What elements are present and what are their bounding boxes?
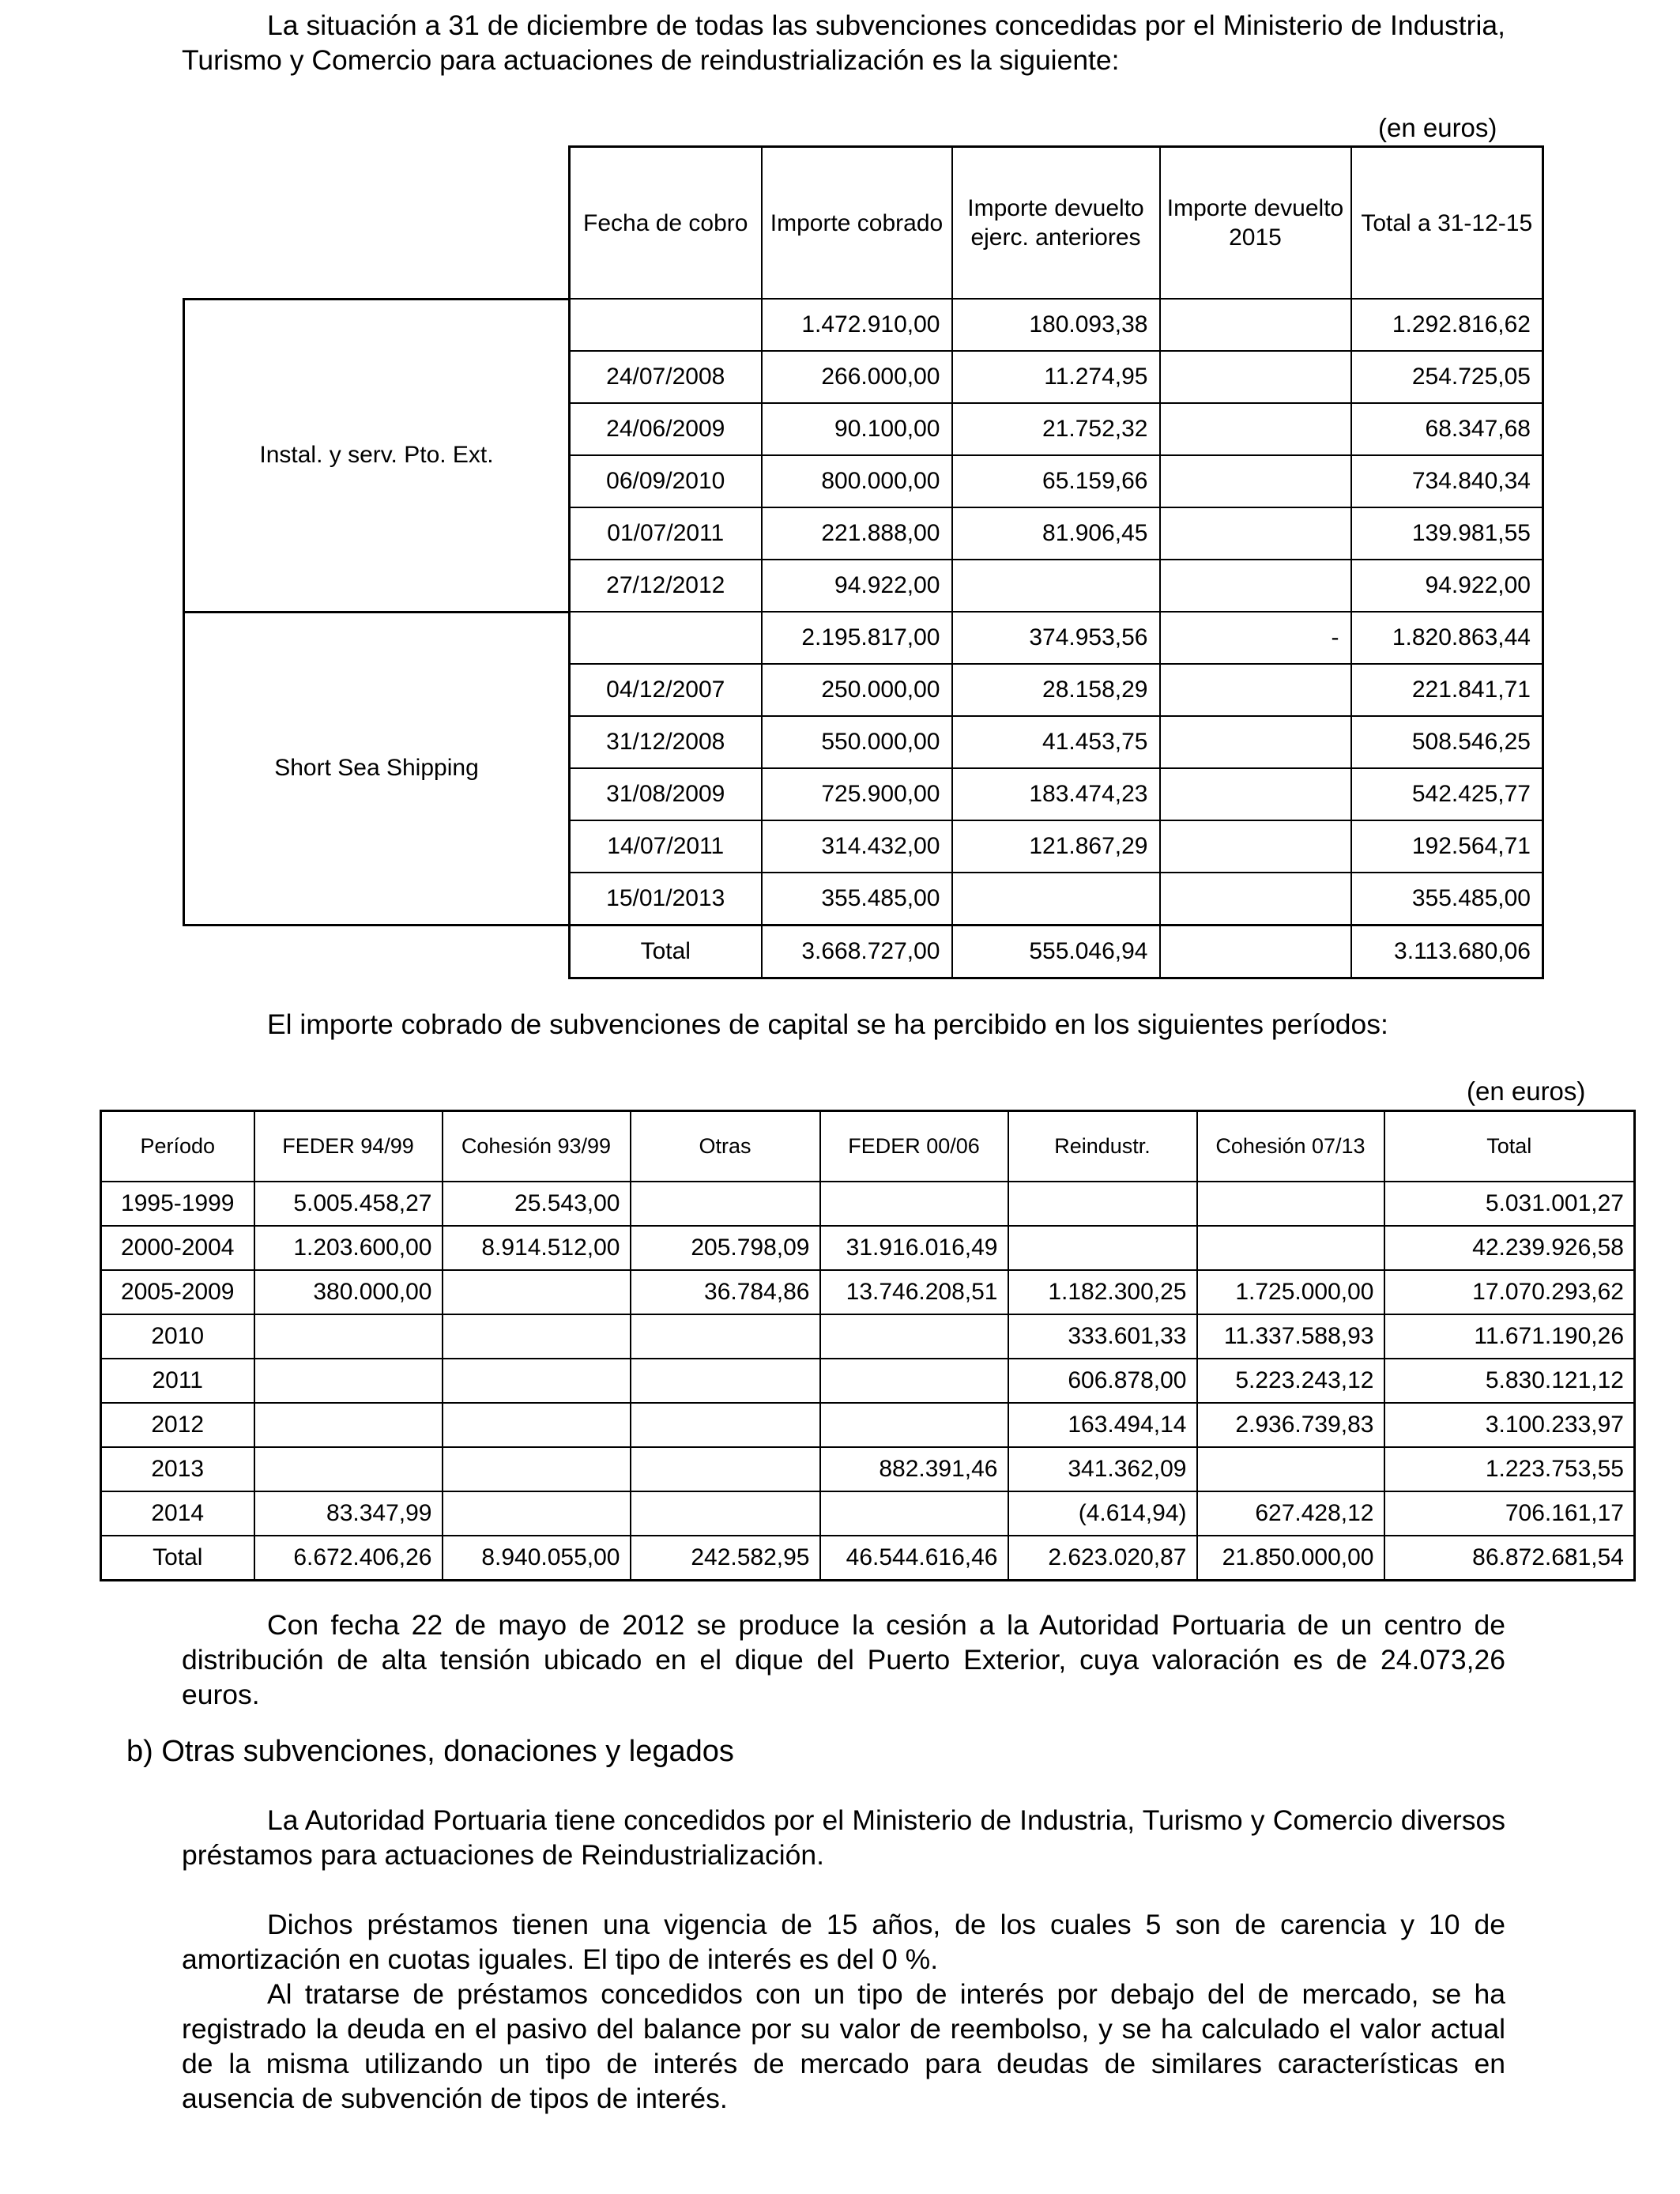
table2-header-feder-00-06: FEDER 00/06: [820, 1111, 1008, 1182]
table2-cell: [820, 1314, 1008, 1359]
table1-cell: 31/08/2009: [570, 768, 762, 820]
table2-cell: 2005-2009: [101, 1270, 254, 1314]
table2-cell: [820, 1491, 1008, 1536]
table1-cell: 542.425,77: [1351, 768, 1543, 820]
table2-cell: 2012: [101, 1403, 254, 1447]
table1-header-devuelto-anteriores: Importe devuelto ejerc. anteriores: [952, 147, 1160, 300]
table1-header-blank: [184, 147, 570, 300]
table2-header-cohesion-07-13: Cohesión 07/13: [1197, 1111, 1384, 1182]
table2-cell: 46.544.616,46: [820, 1536, 1008, 1581]
section-heading-b: b) Otras subvenciones, donaciones y legados: [126, 1735, 734, 1768]
table1-cell: 254.725,05: [1351, 351, 1543, 403]
table1-cell: 41.453,75: [952, 716, 1160, 768]
table2-cell: [820, 1403, 1008, 1447]
table2-cell: 42.239.926,58: [1384, 1226, 1635, 1270]
table1-cell: 24/07/2008: [570, 351, 762, 403]
table2-cell: 2011: [101, 1359, 254, 1403]
table2-cell: [254, 1403, 443, 1447]
table2-cell: 25.543,00: [443, 1182, 631, 1226]
table2-cell: [631, 1314, 820, 1359]
paragraph-loans-valuation: Al tratarse de préstamos concedidos con un tipo de interés por debajo del de mercado, se ha registrado la deuda en el pasivo del balance por su valor de reembolso, y se ha calculado el valor actual de la misma utilizando un tipo de interés de mercado para deudas de similares características en ausencia de subvención de tipos de interés.: [182, 1978, 1505, 2114]
intro-paragraph: La situación a 31 de diciembre de todas las subvenciones concedidas por el Ministerio de Industria, Turismo y Comercio para actuaciones de reindustrialización es la siguiente:: [182, 9, 1505, 76]
table2-cell: 242.582,95: [631, 1536, 820, 1581]
table1-cell: 1.820.863,44: [1351, 612, 1543, 664]
table2-total-row: [101, 1536, 1635, 1581]
table2-cell: [820, 1359, 1008, 1403]
table2-header-periodo: Período: [101, 1111, 254, 1182]
capital-subsidies-periods-table: [100, 1110, 1636, 1581]
table1-cell: [570, 612, 762, 664]
table1-cell: 3.668.727,00: [762, 925, 952, 978]
table1-cell: 555.046,94: [952, 925, 1160, 978]
table1-cell: [952, 560, 1160, 612]
table-row: [101, 1491, 1635, 1536]
table1-cell: 734.840,34: [1351, 455, 1543, 507]
table2-cell: [631, 1359, 820, 1403]
table1-cell: 27/12/2012: [570, 560, 762, 612]
table1-total-row: [184, 925, 1543, 978]
table1-group-label: Short Sea Shipping: [184, 612, 570, 925]
table1-cell: 139.981,55: [1351, 507, 1543, 560]
table2-cell: [443, 1270, 631, 1314]
table1-cell: 15/01/2013: [570, 873, 762, 925]
table1-cell: [1160, 299, 1351, 351]
table1-cell: 800.000,00: [762, 455, 952, 507]
paragraph-loans-terms: Dichos préstamos tienen una vigencia de 15 años, de los cuales 5 son de carencia y 10 de amortización en cuotas iguales. El tipo de interés es del 0 %.: [182, 1909, 1505, 1975]
table1-cell: [570, 299, 762, 351]
table1-cell: [1160, 455, 1351, 507]
table1-cell: 250.000,00: [762, 664, 952, 716]
table1-cell: 374.953,56: [952, 612, 1160, 664]
table-row: [101, 1226, 1635, 1270]
table2-cell: 882.391,46: [820, 1447, 1008, 1491]
table-row: [101, 1182, 1635, 1226]
table2-cell: [443, 1491, 631, 1536]
table2-header-feder-94-99: FEDER 94/99: [254, 1111, 443, 1182]
table1-cell: [1160, 873, 1351, 925]
table2-cell: 17.070.293,62: [1384, 1270, 1635, 1314]
table2-cell: 83.347,99: [254, 1491, 443, 1536]
table1-cell: 28.158,29: [952, 664, 1160, 716]
table1-total-label: Total: [570, 925, 762, 978]
table2-cell: 606.878,00: [1008, 1359, 1197, 1403]
table1-cell: [1160, 507, 1351, 560]
table2-header-row: [101, 1111, 1635, 1182]
table1-cell: [1160, 664, 1351, 716]
table1-cell: 192.564,71: [1351, 820, 1543, 873]
table1-cell: 355.485,00: [762, 873, 952, 925]
table2-cell: 2013: [101, 1447, 254, 1491]
table1-cell: 81.906,45: [952, 507, 1160, 560]
table1-cell: [1160, 560, 1351, 612]
table1-cell: 06/09/2010: [570, 455, 762, 507]
table2-cell: 163.494,14: [1008, 1403, 1197, 1447]
table1-cell: 68.347,68: [1351, 403, 1543, 455]
table1-header-importe-cobrado: Importe cobrado: [762, 147, 952, 300]
table2-unit-label: (en euros): [1467, 1076, 1586, 1106]
table2-cell: [1197, 1226, 1384, 1270]
table2-cell: [254, 1314, 443, 1359]
table1-cell: [1160, 403, 1351, 455]
table2-cell: [254, 1447, 443, 1491]
table2-cell: 2.623.020,87: [1008, 1536, 1197, 1581]
table2-cell: [1197, 1182, 1384, 1226]
table1-cell: 725.900,00: [762, 768, 952, 820]
table1-cell: 65.159,66: [952, 455, 1160, 507]
table1-cell: 94.922,00: [762, 560, 952, 612]
table2-cell: 1.223.753,55: [1384, 1447, 1635, 1491]
table2-cell: Total: [101, 1536, 254, 1581]
table1-cell: 183.474,23: [952, 768, 1160, 820]
table1-cell: 221.888,00: [762, 507, 952, 560]
table2-cell: 8.940.055,00: [443, 1536, 631, 1581]
table2-cell: [820, 1182, 1008, 1226]
table2-cell: 1.725.000,00: [1197, 1270, 1384, 1314]
table1-cell: [1160, 351, 1351, 403]
table-row: [101, 1270, 1635, 1314]
table1-cell: 04/12/2007: [570, 664, 762, 716]
table1-cell: 3.113.680,06: [1351, 925, 1543, 978]
cession-paragraph: Con fecha 22 de mayo de 2012 se produce la cesión a la Autoridad Portuaria de un centro de distribución de alta tensión ubicado en el dique del Puerto Exterior, cuya valoración es de 24.073,26 euros.: [182, 1609, 1505, 1710]
table2-cell: 6.672.406,26: [254, 1536, 443, 1581]
table1-cell: 221.841,71: [1351, 664, 1543, 716]
table2-cell: [631, 1403, 820, 1447]
table1-cell: 1.472.910,00: [762, 299, 952, 351]
table2-cell: 21.850.000,00: [1197, 1536, 1384, 1581]
table1-cell: 90.100,00: [762, 403, 952, 455]
table2-cell: [1197, 1447, 1384, 1491]
table2-cell: (4.614,94): [1008, 1491, 1197, 1536]
table2-cell: 13.746.208,51: [820, 1270, 1008, 1314]
table2-header-otras: Otras: [631, 1111, 820, 1182]
table2-cell: [631, 1447, 820, 1491]
table-row: [101, 1403, 1635, 1447]
table1-total-blank: [184, 925, 570, 978]
table2-cell: 3.100.233,97: [1384, 1403, 1635, 1447]
table2-cell: 333.601,33: [1008, 1314, 1197, 1359]
table2-cell: 36.784,86: [631, 1270, 820, 1314]
table2-cell: 31.916.016,49: [820, 1226, 1008, 1270]
table2-cell: 11.337.588,93: [1197, 1314, 1384, 1359]
table1-cell: 314.432,00: [762, 820, 952, 873]
table2-cell: 380.000,00: [254, 1270, 443, 1314]
table-row: [101, 1314, 1635, 1359]
table1-cell: [1160, 716, 1351, 768]
table1-header-row: [184, 147, 1543, 300]
table1-cell: 94.922,00: [1351, 560, 1543, 612]
table2-header-total: Total: [1384, 1111, 1635, 1182]
table2-cell: 2.936.739,83: [1197, 1403, 1384, 1447]
table2-cell: 706.161,17: [1384, 1491, 1635, 1536]
table1-group2-summary-row: [184, 612, 1543, 664]
table1-cell: 355.485,00: [1351, 873, 1543, 925]
table2-cell: 5.005.458,27: [254, 1182, 443, 1226]
table1-cell: 14/07/2011: [570, 820, 762, 873]
table2-cell: 11.671.190,26: [1384, 1314, 1635, 1359]
table-row: [101, 1447, 1635, 1491]
table1-unit-label: (en euros): [1378, 113, 1497, 142]
table1-group1-summary-row: [184, 299, 1543, 351]
table2-cell: 627.428,12: [1197, 1491, 1384, 1536]
table1-cell: 2.195.817,00: [762, 612, 952, 664]
table1-cell: 01/07/2011: [570, 507, 762, 560]
table2-cell: 2014: [101, 1491, 254, 1536]
table1-header-total: Total a 31-12-15: [1351, 147, 1543, 300]
table2-cell: 1.182.300,25: [1008, 1270, 1197, 1314]
table2-cell: [443, 1403, 631, 1447]
table2-cell: [631, 1491, 820, 1536]
table2-cell: 341.362,09: [1008, 1447, 1197, 1491]
table2-cell: [631, 1182, 820, 1226]
table2-cell: [443, 1447, 631, 1491]
table1-cell: 550.000,00: [762, 716, 952, 768]
table1-cell: 21.752,32: [952, 403, 1160, 455]
table2-cell: 205.798,09: [631, 1226, 820, 1270]
table2-cell: 8.914.512,00: [443, 1226, 631, 1270]
table1-cell: [1160, 768, 1351, 820]
table2-cell: 2000-2004: [101, 1226, 254, 1270]
table1-cell: 24/06/2009: [570, 403, 762, 455]
table-row: [101, 1359, 1635, 1403]
table1-header-fecha: Fecha de cobro: [570, 147, 762, 300]
subsidies-status-table: [183, 145, 1544, 979]
table1-cell: -: [1160, 612, 1351, 664]
table1-cell: [1160, 925, 1351, 978]
table2-cell: 2010: [101, 1314, 254, 1359]
table2-cell: [1008, 1226, 1197, 1270]
table1-cell: 180.093,38: [952, 299, 1160, 351]
table2-cell: [1008, 1182, 1197, 1226]
table2-header-reindustr: Reindustr.: [1008, 1111, 1197, 1182]
table1-header-devuelto-2015: Importe devuelto 2015: [1160, 147, 1351, 300]
table2-cell: [254, 1359, 443, 1403]
table2-cell: 5.830.121,12: [1384, 1359, 1635, 1403]
table1-cell: 1.292.816,62: [1351, 299, 1543, 351]
table1-cell: 31/12/2008: [570, 716, 762, 768]
table1-cell: 11.274,95: [952, 351, 1160, 403]
table1-cell: 266.000,00: [762, 351, 952, 403]
table2-header-cohesion-93-99: Cohesión 93/99: [443, 1111, 631, 1182]
table2-cell: 86.872.681,54: [1384, 1536, 1635, 1581]
table2-cell: [443, 1359, 631, 1403]
table2-cell: 1995-1999: [101, 1182, 254, 1226]
table1-cell: [1160, 820, 1351, 873]
table2-cell: 1.203.600,00: [254, 1226, 443, 1270]
table2-cell: [443, 1314, 631, 1359]
table2-cell: 5.031.001,27: [1384, 1182, 1635, 1226]
table1-cell: 121.867,29: [952, 820, 1160, 873]
table1-cell: [952, 873, 1160, 925]
periods-paragraph: El importe cobrado de subvenciones de capital se ha percibido en los siguientes períodos:: [267, 1008, 1388, 1040]
paragraph-loans-granted: La Autoridad Portuaria tiene concedidos por el Ministerio de Industria, Turismo y Comercio diversos préstamos para actuaciones de Reindustrialización.: [182, 1804, 1505, 1871]
table1-group-label: Instal. y serv. Pto. Ext.: [184, 299, 570, 612]
table1-cell: 508.546,25: [1351, 716, 1543, 768]
table2-cell: 5.223.243,12: [1197, 1359, 1384, 1403]
